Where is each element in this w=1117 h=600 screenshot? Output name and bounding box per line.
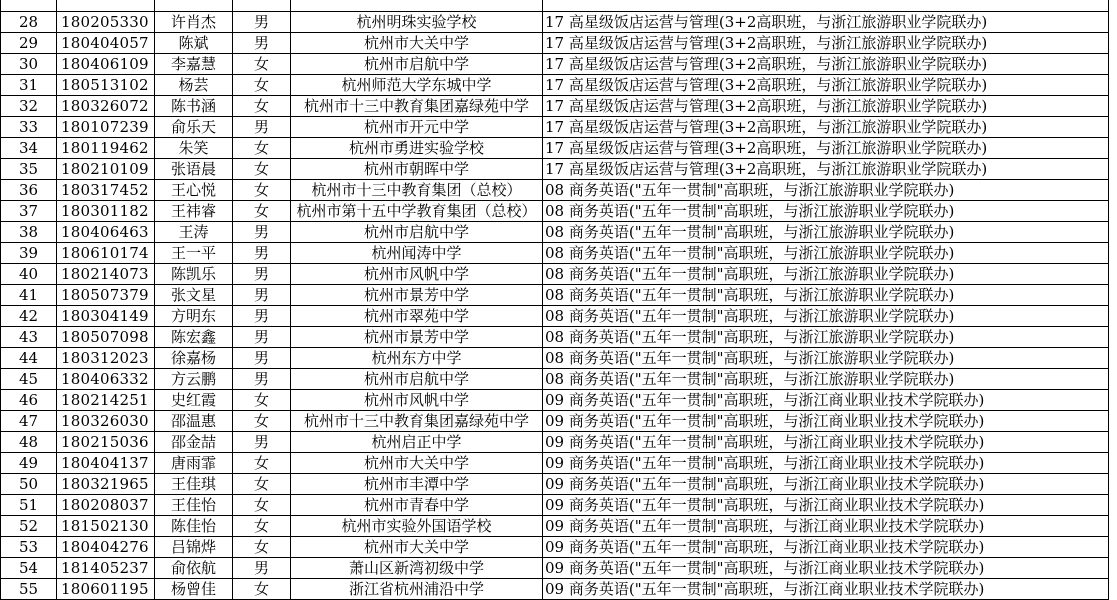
school-cell[interactable]: 杭州市开元中学 <box>291 117 543 138</box>
student-name-cell[interactable]: 俞依航 <box>155 558 233 579</box>
student-id-cell[interactable]: 180406463 <box>57 222 155 243</box>
table-row <box>1 369 1109 390</box>
major-cell[interactable]: 08 商务英语("五年一贯制"高职班，与浙江旅游职业学院联办) <box>543 285 1109 306</box>
school-cell[interactable]: 浙江省杭州浦沿中学 <box>291 579 543 600</box>
table-row <box>1 54 1109 75</box>
student-id-cell[interactable]: 180326072 <box>57 96 155 117</box>
row-number-cell[interactable]: 51 <box>1 495 57 516</box>
row-number-cell[interactable]: 39 <box>1 243 57 264</box>
table-row <box>1 117 1109 138</box>
student-id-cell[interactable]: 180210109 <box>57 159 155 180</box>
row-number-cell[interactable] <box>1 0 57 12</box>
row-number-cell[interactable]: 46 <box>1 390 57 411</box>
school-cell[interactable]: 杭州市景芳中学 <box>291 327 543 348</box>
table-row <box>1 453 1109 474</box>
student-id-cell[interactable]: 180404276 <box>57 537 155 558</box>
table-row <box>1 516 1109 537</box>
table-row <box>1 495 1109 516</box>
gender-cell[interactable]: 男 <box>233 348 291 369</box>
gender-cell[interactable]: 女 <box>233 411 291 432</box>
gender-cell[interactable]: 女 <box>233 453 291 474</box>
major-cell[interactable]: 17 高星级饭店运营与管理(3+2高职班，与浙江旅游职业学院联办) <box>543 33 1109 54</box>
row-number-cell[interactable]: 29 <box>1 33 57 54</box>
row-number-cell[interactable]: 47 <box>1 411 57 432</box>
major-cell[interactable] <box>543 0 1109 12</box>
school-cell[interactable]: 杭州启正中学 <box>291 432 543 453</box>
major-cell[interactable]: 09 商务英语("五年一贯制"高职班，与浙江商业职业技术学院联办) <box>543 516 1109 537</box>
student-name-cell[interactable]: 吕锦烨 <box>155 537 233 558</box>
school-cell[interactable]: 杭州市勇进实验学校 <box>291 138 543 159</box>
school-cell[interactable]: 杭州市大关中学 <box>291 537 543 558</box>
major-cell[interactable]: 08 商务英语("五年一贯制"高职班，与浙江旅游职业学院联办) <box>543 369 1109 390</box>
row-number-cell[interactable]: 28 <box>1 12 57 33</box>
student-name-cell[interactable]: 方明东 <box>155 306 233 327</box>
gender-cell[interactable]: 男 <box>233 264 291 285</box>
gender-cell[interactable]: 男 <box>233 306 291 327</box>
major-cell[interactable]: 08 商务英语("五年一贯制"高职班，与浙江旅游职业学院联办) <box>543 201 1109 222</box>
major-cell[interactable]: 08 商务英语("五年一贯制"高职班，与浙江旅游职业学院联办) <box>543 180 1109 201</box>
school-cell[interactable]: 杭州市青春中学 <box>291 495 543 516</box>
row-number-cell[interactable]: 36 <box>1 180 57 201</box>
table-row <box>1 243 1109 264</box>
school-cell[interactable]: 杭州市十三中教育集团（总校） <box>291 180 543 201</box>
row-number-cell[interactable]: 34 <box>1 138 57 159</box>
major-cell[interactable]: 09 商务英语("五年一贯制"高职班，与浙江商业职业技术学院联办) <box>543 390 1109 411</box>
student-name-cell[interactable] <box>155 0 233 12</box>
table-row <box>1 348 1109 369</box>
table-row <box>1 285 1109 306</box>
student-id-cell[interactable]: 180119462 <box>57 138 155 159</box>
school-cell[interactable]: 杭州市风帆中学 <box>291 390 543 411</box>
row-number-cell[interactable]: 41 <box>1 285 57 306</box>
student-name-cell[interactable]: 李嘉慧 <box>155 54 233 75</box>
major-cell[interactable]: 08 商务英语("五年一贯制"高职班，与浙江旅游职业学院联办) <box>543 222 1109 243</box>
gender-cell[interactable]: 女 <box>233 495 291 516</box>
row-number-cell[interactable]: 50 <box>1 474 57 495</box>
school-cell[interactable]: 杭州东方中学 <box>291 348 543 369</box>
gender-cell[interactable]: 男 <box>233 558 291 579</box>
student-name-cell[interactable]: 杨曾佳 <box>155 579 233 600</box>
school-cell[interactable]: 杭州市十三中教育集团嘉绿苑中学 <box>291 411 543 432</box>
major-cell[interactable]: 08 商务英语("五年一贯制"高职班，与浙江旅游职业学院联办) <box>543 306 1109 327</box>
school-cell[interactable]: 杭州明珠实验学校 <box>291 12 543 33</box>
row-number-cell[interactable]: 35 <box>1 159 57 180</box>
table-row <box>1 537 1109 558</box>
major-cell[interactable]: 17 高星级饭店运营与管理(3+2高职班，与浙江旅游职业学院联办) <box>543 138 1109 159</box>
gender-cell[interactable]: 男 <box>233 327 291 348</box>
student-name-cell[interactable]: 陈佳怡 <box>155 516 233 537</box>
gender-cell[interactable]: 女 <box>233 54 291 75</box>
row-number-cell[interactable]: 31 <box>1 75 57 96</box>
school-cell[interactable]: 杭州市启航中学 <box>291 369 543 390</box>
student-id-cell[interactable]: 181405237 <box>57 558 155 579</box>
school-cell[interactable]: 杭州闻涛中学 <box>291 243 543 264</box>
school-cell[interactable]: 杭州市景芳中学 <box>291 285 543 306</box>
student-id-cell[interactable]: 180507379 <box>57 285 155 306</box>
table-row <box>1 474 1109 495</box>
student-id-cell[interactable]: 180601195 <box>57 579 155 600</box>
gender-cell[interactable]: 女 <box>233 579 291 600</box>
major-cell[interactable]: 09 商务英语("五年一贯制"高职班，与浙江商业职业技术学院联办) <box>543 558 1109 579</box>
student-name-cell[interactable]: 徐嘉杨 <box>155 348 233 369</box>
table-row <box>1 579 1109 600</box>
row-number-cell[interactable]: 55 <box>1 579 57 600</box>
table-row <box>1 222 1109 243</box>
student-name-cell[interactable]: 王心悦 <box>155 180 233 201</box>
student-id-cell[interactable]: 180513102 <box>57 75 155 96</box>
gender-cell[interactable]: 男 <box>233 369 291 390</box>
student-id-cell[interactable]: 180107239 <box>57 117 155 138</box>
table-row <box>1 0 1109 12</box>
student-id-cell[interactable] <box>57 0 155 12</box>
row-number-cell[interactable]: 43 <box>1 327 57 348</box>
table-row <box>1 327 1109 348</box>
row-number-cell[interactable]: 40 <box>1 264 57 285</box>
student-id-cell[interactable]: 180404137 <box>57 453 155 474</box>
row-number-cell[interactable]: 32 <box>1 96 57 117</box>
student-id-cell[interactable]: 180406109 <box>57 54 155 75</box>
school-cell[interactable]: 杭州市实验外国语学校 <box>291 516 543 537</box>
student-name-cell[interactable]: 唐雨霏 <box>155 453 233 474</box>
student-id-cell[interactable]: 180205330 <box>57 12 155 33</box>
major-cell[interactable]: 09 商务英语("五年一贯制"高职班，与浙江商业职业技术学院联办) <box>543 495 1109 516</box>
major-cell[interactable]: 09 商务英语("五年一贯制"高职班，与浙江商业职业技术学院联办) <box>543 411 1109 432</box>
student-name-cell[interactable]: 邵金喆 <box>155 432 233 453</box>
table-row <box>1 411 1109 432</box>
major-cell[interactable]: 09 商务英语("五年一贯制"高职班，与浙江商业职业技术学院联办) <box>543 432 1109 453</box>
table-row <box>1 12 1109 33</box>
student-name-cell[interactable]: 王一平 <box>155 243 233 264</box>
student-name-cell[interactable]: 张语晨 <box>155 159 233 180</box>
major-cell[interactable]: 17 高星级饭店运营与管理(3+2高职班，与浙江旅游职业学院联办) <box>543 12 1109 33</box>
table-row <box>1 432 1109 453</box>
major-cell[interactable]: 08 商务英语("五年一贯制"高职班，与浙江旅游职业学院联办) <box>543 264 1109 285</box>
school-cell[interactable]: 杭州市启航中学 <box>291 222 543 243</box>
row-number-cell[interactable]: 48 <box>1 432 57 453</box>
major-cell[interactable]: 17 高星级饭店运营与管理(3+2高职班，与浙江旅游职业学院联办) <box>543 96 1109 117</box>
school-cell[interactable]: 杭州市启航中学 <box>291 54 543 75</box>
school-cell[interactable]: 萧山区新湾初级中学 <box>291 558 543 579</box>
student-name-cell[interactable]: 张文星 <box>155 285 233 306</box>
major-cell[interactable]: 17 高星级饭店运营与管理(3+2高职班，与浙江旅游职业学院联办) <box>543 117 1109 138</box>
student-id-cell[interactable]: 180317452 <box>57 180 155 201</box>
student-id-cell[interactable]: 180312023 <box>57 348 155 369</box>
student-id-cell[interactable]: 180214251 <box>57 390 155 411</box>
row-number-cell[interactable]: 44 <box>1 348 57 369</box>
student-name-cell[interactable]: 陈书涵 <box>155 96 233 117</box>
row-number-cell[interactable]: 53 <box>1 537 57 558</box>
table-row <box>1 306 1109 327</box>
school-cell[interactable]: 杭州市风帆中学 <box>291 264 543 285</box>
student-id-cell[interactable]: 180610174 <box>57 243 155 264</box>
student-name-cell[interactable]: 王祎睿 <box>155 201 233 222</box>
row-number-cell[interactable]: 49 <box>1 453 57 474</box>
table-body <box>1 0 1109 600</box>
major-cell[interactable]: 09 商务英语("五年一贯制"高职班，与浙江商业职业技术学院联办) <box>543 579 1109 600</box>
gender-cell[interactable]: 男 <box>233 33 291 54</box>
gender-cell[interactable]: 女 <box>233 516 291 537</box>
gender-cell[interactable]: 男 <box>233 243 291 264</box>
student-id-cell[interactable]: 180321965 <box>57 474 155 495</box>
school-cell[interactable] <box>291 0 543 12</box>
major-cell[interactable]: 09 商务英语("五年一贯制"高职班，与浙江商业职业技术学院联办) <box>543 474 1109 495</box>
major-cell[interactable]: 08 商务英语("五年一贯制"高职班，与浙江旅游职业学院联办) <box>543 348 1109 369</box>
gender-cell[interactable]: 男 <box>233 222 291 243</box>
gender-cell[interactable]: 女 <box>233 201 291 222</box>
gender-cell[interactable]: 男 <box>233 117 291 138</box>
major-cell[interactable]: 17 高星级饭店运营与管理(3+2高职班，与浙江旅游职业学院联办) <box>543 159 1109 180</box>
student-name-cell[interactable]: 陈宏鑫 <box>155 327 233 348</box>
school-cell[interactable]: 杭州市十三中教育集团嘉绿苑中学 <box>291 96 543 117</box>
student-name-cell[interactable]: 朱笑 <box>155 138 233 159</box>
student-name-cell[interactable]: 陈凯乐 <box>155 264 233 285</box>
row-number-cell[interactable]: 33 <box>1 117 57 138</box>
gender-cell[interactable]: 男 <box>233 432 291 453</box>
table-row <box>1 558 1109 579</box>
student-name-cell[interactable]: 王佳琪 <box>155 474 233 495</box>
gender-cell[interactable]: 女 <box>233 138 291 159</box>
gender-cell[interactable] <box>233 0 291 12</box>
row-number-cell[interactable]: 37 <box>1 201 57 222</box>
table-row <box>1 264 1109 285</box>
major-cell[interactable]: 09 商务英语("五年一贯制"高职班，与浙江商业职业技术学院联办) <box>543 453 1109 474</box>
major-cell[interactable]: 17 高星级饭店运营与管理(3+2高职班，与浙江旅游职业学院联办) <box>543 54 1109 75</box>
gender-cell[interactable]: 女 <box>233 159 291 180</box>
student-name-cell[interactable]: 邵温惠 <box>155 411 233 432</box>
row-number-cell[interactable]: 42 <box>1 306 57 327</box>
row-number-cell[interactable]: 54 <box>1 558 57 579</box>
row-number-cell[interactable]: 52 <box>1 516 57 537</box>
student-id-cell[interactable]: 181502130 <box>57 516 155 537</box>
school-cell[interactable]: 杭州市翠苑中学 <box>291 306 543 327</box>
school-cell[interactable]: 杭州市大关中学 <box>291 33 543 54</box>
gender-cell[interactable]: 男 <box>233 285 291 306</box>
row-number-cell[interactable]: 30 <box>1 54 57 75</box>
gender-cell[interactable]: 男 <box>233 12 291 33</box>
school-cell[interactable]: 杭州市大关中学 <box>291 453 543 474</box>
table-row <box>1 159 1109 180</box>
school-cell[interactable]: 杭州市丰潭中学 <box>291 474 543 495</box>
table-row <box>1 180 1109 201</box>
student-id-cell[interactable]: 180215036 <box>57 432 155 453</box>
table-row <box>1 96 1109 117</box>
window-edge <box>1109 0 1117 593</box>
student-id-cell[interactable]: 180507098 <box>57 327 155 348</box>
table-row <box>1 201 1109 222</box>
student-id-cell[interactable]: 180326030 <box>57 411 155 432</box>
student-name-cell[interactable]: 杨芸 <box>155 75 233 96</box>
student-id-cell[interactable]: 180301182 <box>57 201 155 222</box>
major-cell[interactable]: 17 高星级饭店运营与管理(3+2高职班，与浙江旅游职业学院联办) <box>543 75 1109 96</box>
student-name-cell[interactable]: 王涛 <box>155 222 233 243</box>
gender-cell[interactable]: 女 <box>233 390 291 411</box>
student-id-cell[interactable]: 180304149 <box>57 306 155 327</box>
gender-cell[interactable]: 女 <box>233 474 291 495</box>
student-name-cell[interactable]: 王佳怡 <box>155 495 233 516</box>
student-id-cell[interactable]: 180406332 <box>57 369 155 390</box>
table-row <box>1 75 1109 96</box>
gender-cell[interactable]: 女 <box>233 96 291 117</box>
student-id-cell[interactable]: 180208037 <box>57 495 155 516</box>
student-name-cell[interactable]: 陈斌 <box>155 33 233 54</box>
student-name-cell[interactable]: 史红霞 <box>155 390 233 411</box>
gender-cell[interactable]: 女 <box>233 537 291 558</box>
major-cell[interactable]: 09 商务英语("五年一贯制"高职班，与浙江商业职业技术学院联办) <box>543 537 1109 558</box>
major-cell[interactable]: 08 商务英语("五年一贯制"高职班，与浙江旅游职业学院联办) <box>543 243 1109 264</box>
table-row <box>1 33 1109 54</box>
table-row <box>1 138 1109 159</box>
school-cell[interactable]: 杭州师范大学东城中学 <box>291 75 543 96</box>
student-id-cell[interactable]: 180214073 <box>57 264 155 285</box>
gender-cell[interactable]: 女 <box>233 75 291 96</box>
student-name-cell[interactable]: 许肖杰 <box>155 12 233 33</box>
gender-cell[interactable]: 女 <box>233 180 291 201</box>
table-row <box>1 390 1109 411</box>
student-name-cell[interactable]: 俞乐天 <box>155 117 233 138</box>
row-number-cell[interactable]: 45 <box>1 369 57 390</box>
student-name-cell[interactable]: 方云鹏 <box>155 369 233 390</box>
major-cell[interactable]: 08 商务英语("五年一贯制"高职班，与浙江旅游职业学院联办) <box>543 327 1109 348</box>
school-cell[interactable]: 杭州市第十五中学教育集团（总校） <box>291 201 543 222</box>
school-cell[interactable]: 杭州市朝晖中学 <box>291 159 543 180</box>
row-number-cell[interactable]: 38 <box>1 222 57 243</box>
student-id-cell[interactable]: 180404057 <box>57 33 155 54</box>
